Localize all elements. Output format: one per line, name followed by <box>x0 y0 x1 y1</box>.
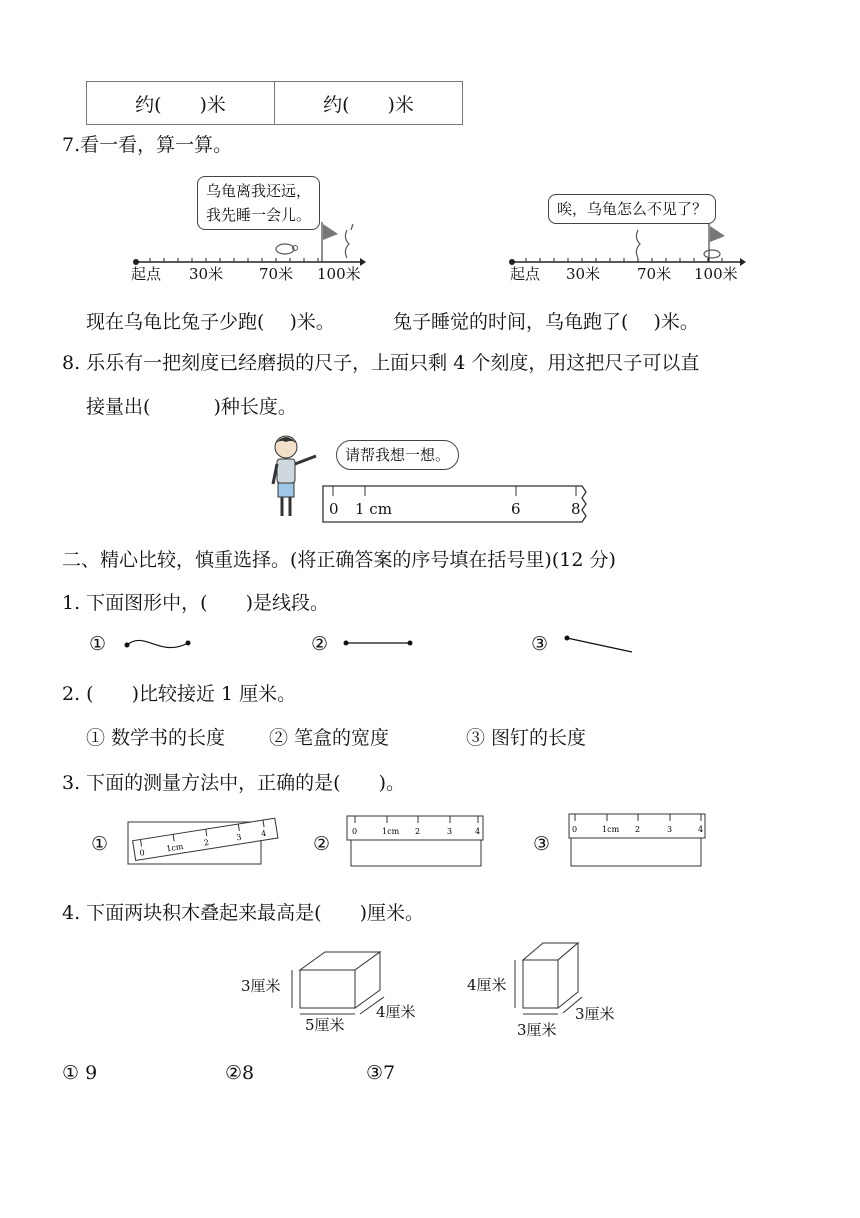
axis-label-start: 起点 <box>131 265 162 283</box>
table-cell-2: 约( )米 <box>275 82 463 125</box>
s2-q2-option-1: ① 数学书的长度 <box>86 727 226 749</box>
turtle-icon-2 <box>704 250 720 258</box>
bubble-line-2: 我先睡一会儿。 <box>206 206 312 224</box>
svg-text:1cm: 1cm <box>165 841 184 854</box>
s2-q3-option-3: ③ <box>533 833 551 855</box>
svg-text:0: 0 <box>352 827 358 836</box>
svg-text:2: 2 <box>415 827 421 836</box>
axis-label-70: 70米 <box>259 265 294 283</box>
speech-bubble-rabbit-2: 唉，乌龟怎么不见了？ <box>548 194 716 224</box>
segment-shape <box>344 641 413 646</box>
svg-text:0: 0 <box>572 825 578 834</box>
svg-text:3: 3 <box>447 827 453 836</box>
svg-text:4: 4 <box>475 827 481 836</box>
block1-depth-label: 4厘米 <box>376 1003 416 1021</box>
axis-label-start-2: 起点 <box>510 265 541 283</box>
s2-q2-option-2: ② 笔盒的宽度 <box>269 727 390 749</box>
s2-q2-option-3: ③ 图钉的长度 <box>466 727 587 749</box>
bubble-line-1: 乌龟离我还远， <box>206 182 312 200</box>
ruler-label-6: 6 <box>511 500 521 518</box>
svg-text:4: 4 <box>698 825 704 834</box>
block-1 <box>292 952 384 1014</box>
s2-q4-text: 4. 下面两块积木叠起来最高是( )厘米。 <box>62 902 424 924</box>
svg-text:2: 2 <box>203 837 210 848</box>
svg-text:0: 0 <box>138 848 146 858</box>
svg-text:3: 3 <box>235 832 243 843</box>
curve-shape <box>125 640 191 647</box>
s2-q4-option-3: ③7 <box>366 1062 396 1084</box>
ruler-label-8: 8 <box>571 500 581 518</box>
number-line-left <box>133 222 366 266</box>
s2-q4-option-1: ① 9 <box>62 1062 98 1084</box>
section2-title: 二、精心比较，慎重选择。(将正确答案的序号填在括号里)(12 分) <box>62 549 616 571</box>
axis-label-100-2: 100米 <box>694 265 738 283</box>
measure-method-2 <box>347 816 483 866</box>
block2-depth-label: 3厘米 <box>575 1005 615 1023</box>
svg-text:3: 3 <box>667 825 673 834</box>
s2-q1-option-3: ③ <box>531 633 549 655</box>
block-2 <box>515 943 582 1014</box>
s2-q1-option-1: ① <box>89 633 107 655</box>
measuring-diagrams <box>125 812 725 868</box>
table-cell-1: 约( )米 <box>87 82 275 125</box>
axis-label-30-2: 30米 <box>566 265 601 283</box>
axis-label-70-2: 70米 <box>637 265 672 283</box>
number-line-right <box>509 224 746 266</box>
s2-q2-text: 2. ( )比较接近 1 厘米。 <box>62 683 297 705</box>
q8-line-2: 接量出( )种长度。 <box>86 396 297 418</box>
block2-height-label: 4厘米 <box>467 976 507 994</box>
measure-method-3 <box>569 814 705 866</box>
s2-q1-text: 1. 下面图形中，( )是线段。 <box>62 592 329 614</box>
rabbit-icon <box>345 224 353 258</box>
s2-q1-option-2: ② <box>311 633 329 655</box>
svg-text:4: 4 <box>260 828 267 839</box>
block1-width-label: 5厘米 <box>305 1016 345 1034</box>
turtle-icon <box>276 244 298 254</box>
s2-q3-option-1: ① <box>91 833 109 855</box>
svg-text:2: 2 <box>635 825 641 834</box>
q7-question-left: 现在乌龟比兔子少跑( )米。 <box>86 311 335 333</box>
svg-text:1cm: 1cm <box>382 827 400 836</box>
q8-line-1: 8. 乐乐有一把刻度已经磨损的尺子，上面只剩 4 个刻度，用这把尺子可以直 <box>62 352 700 374</box>
ray-shape <box>565 636 633 653</box>
rabbit-icon-2 <box>636 230 640 258</box>
axis-label-100: 100米 <box>317 265 361 283</box>
axis-label-30: 30米 <box>189 265 224 283</box>
block2-width-label: 3厘米 <box>517 1021 557 1039</box>
speech-bubble-boy: 请帮我想一想。 <box>336 440 459 470</box>
s2-q3-text: 3. 下面的测量方法中，正确的是( )。 <box>62 772 405 794</box>
s2-q4-option-2: ②8 <box>225 1062 255 1084</box>
boy-illustration <box>264 432 329 524</box>
answer-table <box>86 81 463 125</box>
q7-title: 7.看一看，算一算。 <box>62 134 233 156</box>
q7-question-right: 兔子睡觉的时间，乌龟跑了( )米。 <box>393 311 699 333</box>
s2-q3-option-2: ② <box>313 833 331 855</box>
ruler-label-0: 0 <box>329 500 339 518</box>
ruler-label-1cm: 1 cm <box>355 500 392 518</box>
block1-height-label: 3厘米 <box>241 977 281 995</box>
svg-text:1cm: 1cm <box>602 825 620 834</box>
line-shapes <box>120 630 640 660</box>
measure-method-1 <box>128 818 278 864</box>
